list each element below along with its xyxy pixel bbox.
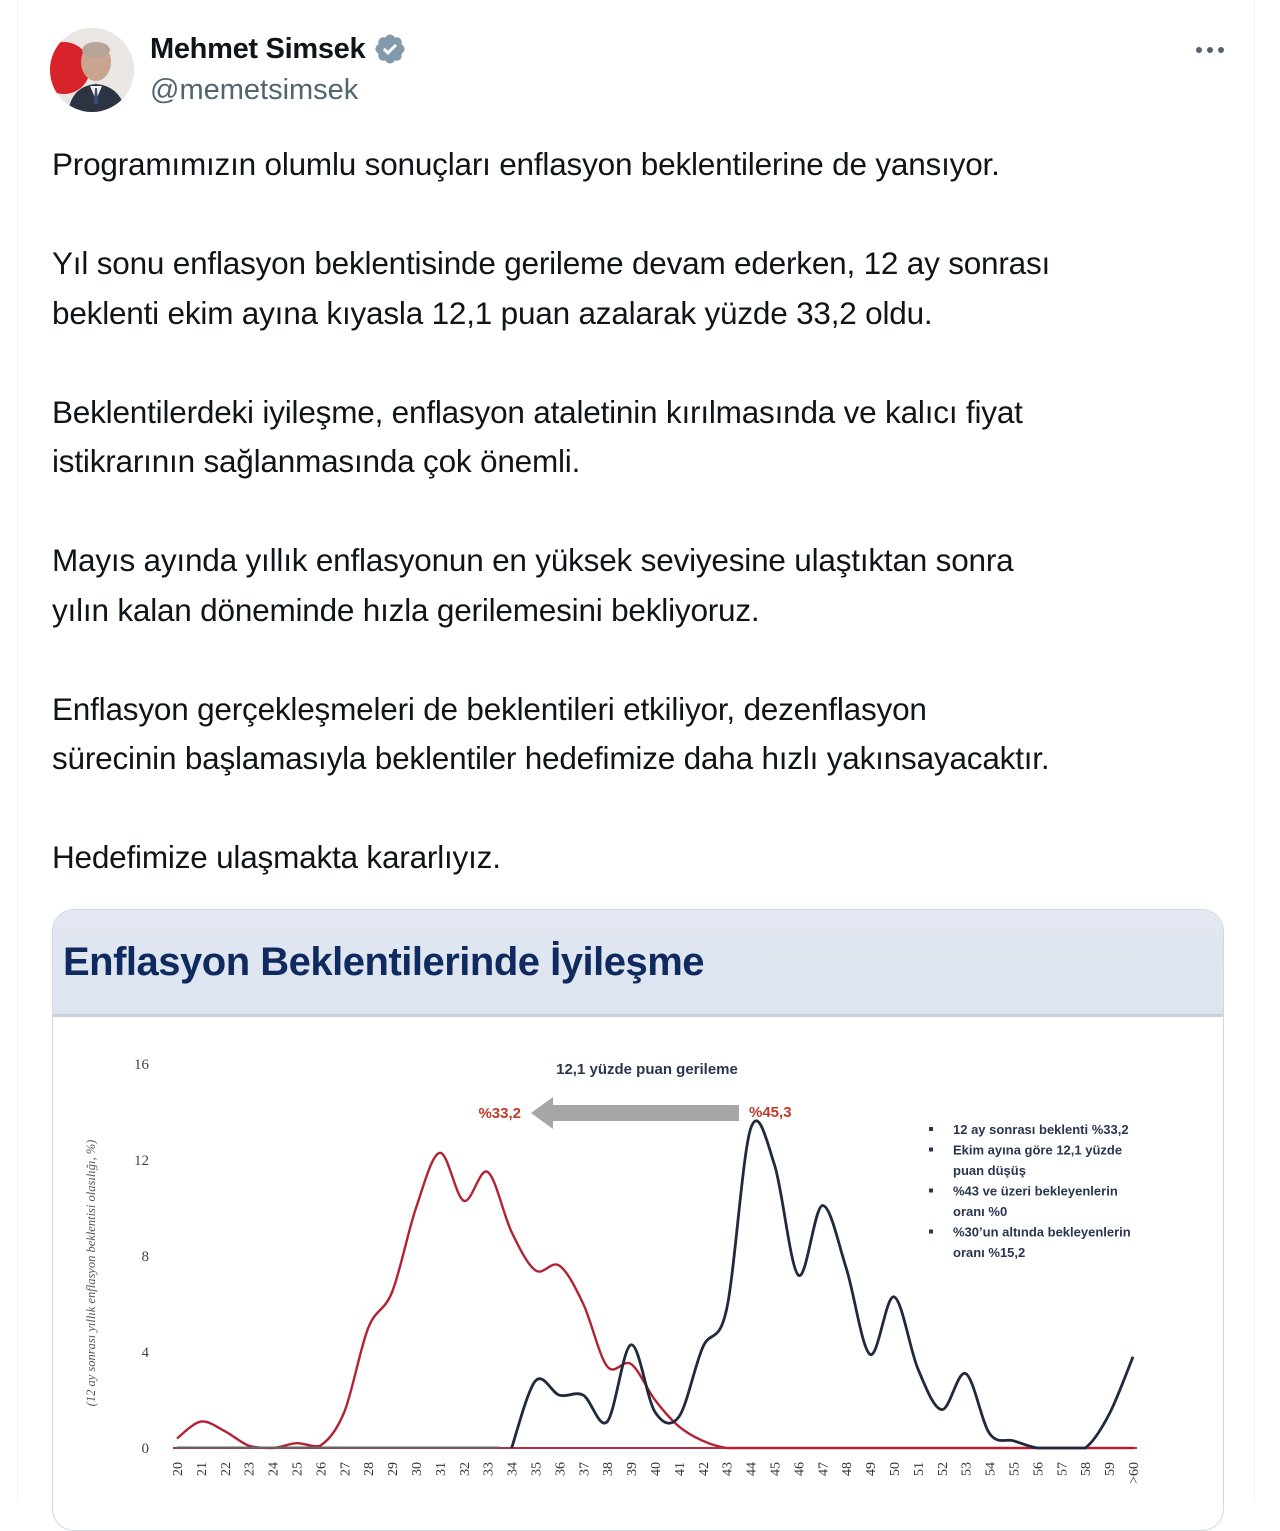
x-tick-label: 45 [768,1462,784,1476]
x-tick-label: 30 [410,1462,425,1476]
bullet-text: %43 ve üzeri bekleyenlerin [953,1183,1118,1199]
bullet-text: Ekim ayına göre 12,1 yüzde [953,1142,1123,1158]
chart-svg [53,1017,1223,1531]
x-tick-label: 35 [529,1462,545,1476]
x-tick-label: 38 [601,1462,617,1476]
author-name-row [150,32,407,66]
tweet-text [52,140,1232,932]
bullet-icon [929,1189,933,1193]
tweet-paragraph: Enflasyon gerçekleşmeleri de beklentileri etkiliyor, dezenflasyon sürecinin başlamasıyla beklentiler hedefimize daha hızlı yakınsayacaktır. [52,690,1050,776]
y-tick-label: 0 [141,1441,149,1457]
bullet-text: 12 ay sonrası beklenti %33,2 [953,1122,1129,1137]
x-tick-label: 59 [1103,1462,1119,1476]
x-tick-label: 37 [577,1462,593,1476]
bullet-text: %30’un altında bekleyenlerin [953,1224,1131,1240]
x-tick-label: 23 [242,1462,258,1476]
y-axis-ticks [134,1057,150,1457]
author-handle[interactable]: @memetsimsek [150,74,359,106]
x-tick-label: 27 [338,1462,354,1476]
annotation-bullets [929,1122,1131,1260]
more-horizontal-icon-dot [1207,47,1213,53]
x-tick-label: 50 [888,1462,903,1476]
x-tick-label: 41 [672,1462,688,1476]
x-tick-label: 57 [1055,1462,1071,1476]
x-tick-label: 54 [983,1462,999,1476]
y-tick-label: 12 [134,1153,149,1169]
arrow-to-value: %33,2 [478,1105,521,1122]
x-tick-label: 22 [218,1462,234,1476]
more-horizontal-icon-dot [1218,47,1224,53]
author-display-name[interactable]: Mehmet Simsek [150,32,366,65]
bullet-text: oranı %0 [953,1204,1008,1219]
arrow-left-icon [531,1097,739,1129]
x-tick-label: 55 [1007,1462,1023,1476]
arrow-from-value: %45,3 [749,1104,792,1121]
slide-title-banner [53,910,1223,1017]
x-tick-label: 39 [625,1462,641,1476]
bullet-text: oranı %15,2 [953,1245,1026,1260]
x-tick-label: 36 [553,1462,569,1476]
x-tick-label: 33 [481,1462,497,1476]
tweet-header [50,28,1250,113]
tweet-paragraph: Hedefimize ulaşmakta kararlıyız. [52,839,501,875]
x-tick-label: 52 [935,1462,951,1476]
x-tick-label: >60 [1127,1462,1142,1484]
x-tick-label: 43 [720,1462,736,1476]
x-tick-label: 58 [1079,1462,1095,1476]
tweet-paragraph: Programımızın olumlu sonuçları enflasyon beklentilerine de yansıyor. [52,146,1000,182]
x-tick-label: 40 [649,1462,664,1476]
arrow-label: 12,1 yüzde puan gerileme [556,1061,738,1078]
x-tick-label: 48 [840,1462,856,1476]
x-tick-label: 26 [314,1462,330,1476]
bullet-icon [929,1148,933,1152]
avatar[interactable] [50,28,134,112]
x-tick-label: 51 [911,1462,927,1476]
y-tick-label: 8 [141,1249,149,1265]
bullet-text: puan düşüş [953,1163,1026,1178]
x-tick-label: 21 [194,1462,210,1476]
y-axis-label: (12 ay sonrası yıllık enflasyon beklentisi olasılığı, %) [84,1139,98,1407]
x-tick-label: 32 [457,1462,473,1476]
x-tick-label: 47 [816,1462,832,1476]
tweet-paragraph: Yıl sonu enflasyon beklentisinde gerileme devam ederken, 12 ay sonrası beklenti ekim ayına kıyasla 12,1 puan azalarak yüzde 33,2 oldu. [52,245,1051,331]
tweet-paragraph: Mayıs ayında yıllık enflasyonun en yüksek seviyesine ulaştıktan sonra yılın kalan döneminde hızla gerilemesini bekliyoruz. [52,542,1014,628]
slide-title: Enflasyon Beklentilerinde İyileşme [63,940,705,984]
x-tick-label: 46 [792,1462,808,1476]
x-tick-label: 31 [433,1462,449,1476]
x-tick-label: 56 [1031,1462,1047,1476]
x-tick-label: 49 [864,1462,880,1476]
x-tick-label: 53 [959,1462,975,1476]
x-tick-label: 28 [362,1462,378,1476]
x-axis-ticks [171,1462,1142,1484]
x-tick-label: 29 [386,1462,402,1476]
x-tick-label: 25 [290,1462,306,1476]
x-tick-label: 24 [266,1462,282,1476]
series-line-previous [512,1121,1133,1448]
avatar-image [50,28,134,112]
tweet-paragraph: Beklentilerdeki iyileşme, enflasyon ataletinin kırılmasında ve kalıcı fiyat istikrarının sağlanmasında çok önemli. [52,393,1023,479]
chart [53,1017,1223,1531]
y-tick-label: 16 [134,1057,149,1073]
more-options-button[interactable] [1190,38,1230,62]
verified-badge-icon [373,32,407,66]
tweet-media-image[interactable] [52,909,1224,1531]
bullet-icon [929,1230,933,1234]
x-tick-label: 44 [744,1462,760,1476]
y-tick-label: 4 [141,1345,149,1361]
x-tick-label: 34 [505,1462,521,1476]
more-horizontal-icon-dot [1196,47,1202,53]
bullet-icon [929,1127,933,1131]
x-tick-label: 42 [696,1462,712,1476]
x-tick-label: 20 [171,1462,186,1476]
